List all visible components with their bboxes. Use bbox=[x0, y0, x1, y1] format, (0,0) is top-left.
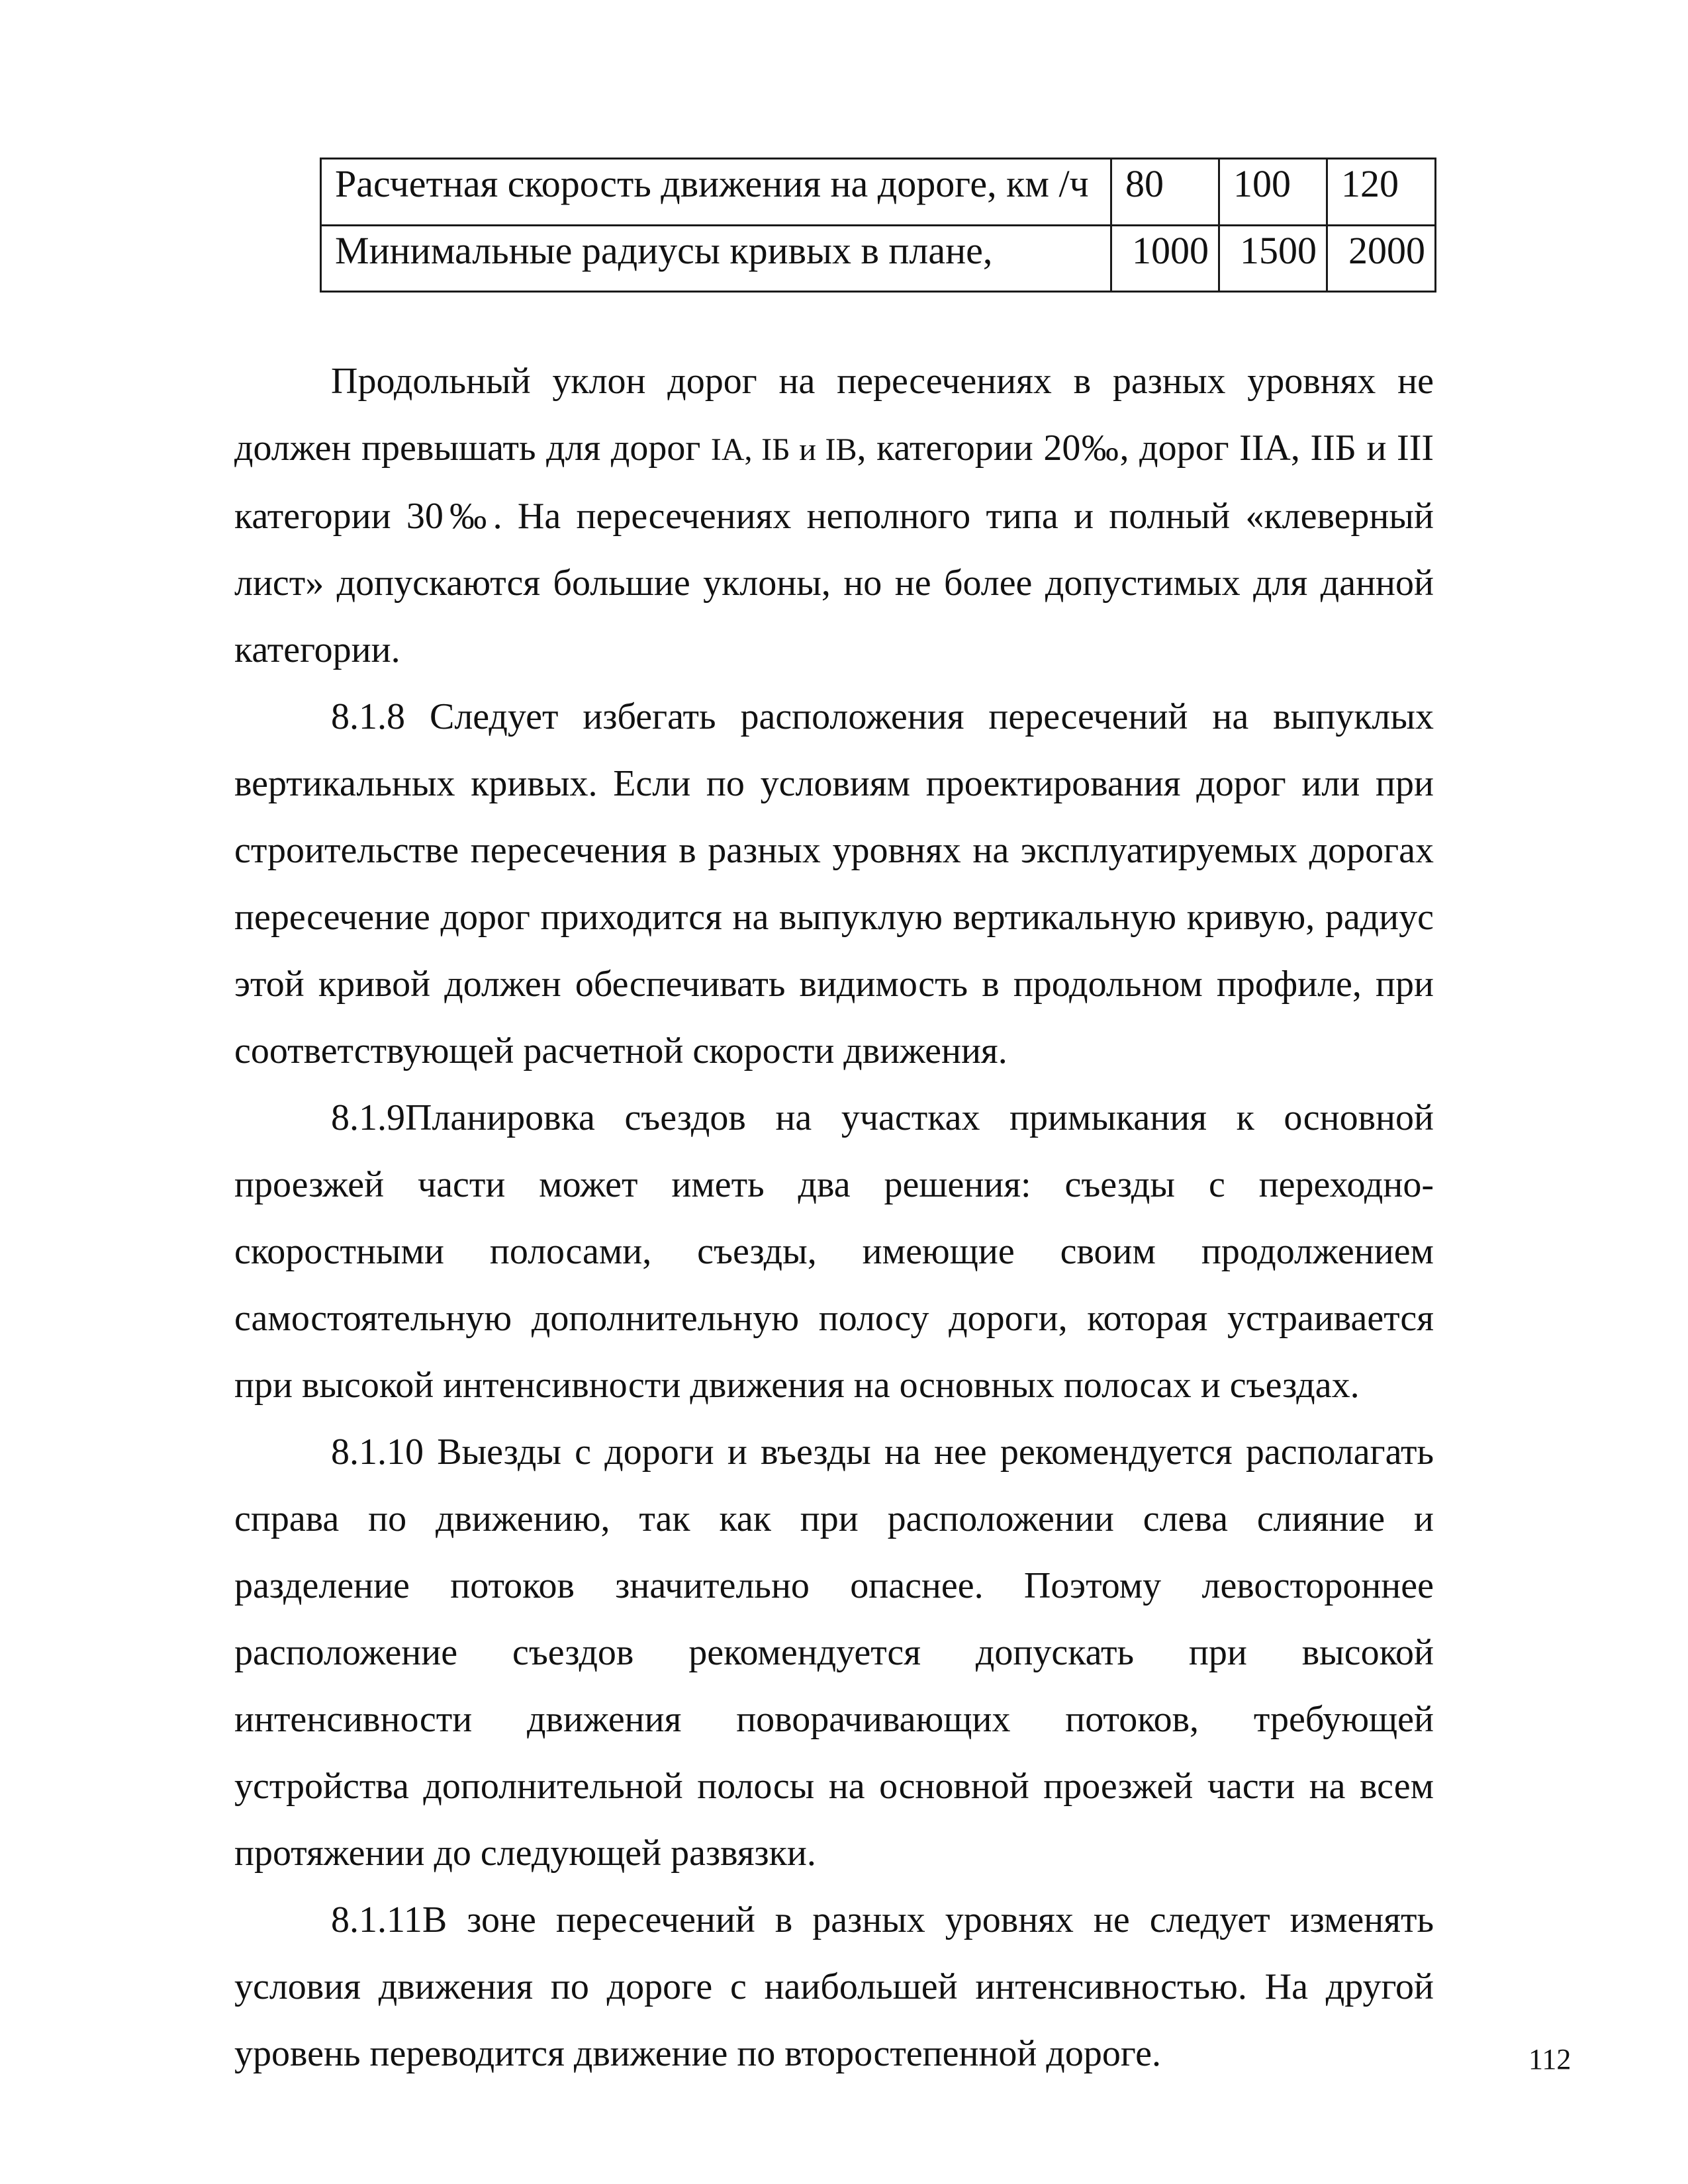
paragraph-slope-part-b: , категории 20‰, дорог IIА, IIБ и III категории 30‰. На пересечениях неполного типа и полный «клеверный лист» допускаются большие уклоны, но не более допустимых для данной категории. bbox=[234, 428, 1434, 670]
body-text bbox=[234, 348, 1434, 2087]
table-cell-label: Минимальные радиусы кривых в плане, bbox=[321, 225, 1111, 292]
table-cell-value: 1000 bbox=[1111, 225, 1219, 292]
speed-radius-table bbox=[320, 158, 1436, 293]
paragraph-slope bbox=[234, 348, 1434, 684]
table-cell-value: 2000 bbox=[1327, 225, 1436, 292]
paragraph-8-1-11: 8.1.11В зоне пересечений в разных уровнях не следует изменять условия движения по дороге с наибольшей интенсивностью. На другой уровень переводится движение по второстепенной дороге. bbox=[234, 1899, 1434, 2074]
page-number: 112 bbox=[1528, 2043, 1571, 2075]
table-row bbox=[321, 225, 1436, 292]
table-row bbox=[321, 159, 1436, 226]
paragraph-8-1-9: 8.1.9Планировка съездов на участках примыкания к основной проезжей части может иметь два решения: съезды с переходно-скоростными полосами, съезды, имеющие своим продолжением самостоятельную дополнительную полосу дороги, которая устраивается при высокой интенсивности движения на основных полосах и съездах. bbox=[234, 1097, 1434, 1406]
road-categories: IА, IБ и IВ bbox=[710, 432, 857, 467]
table-cell-value: 120 bbox=[1327, 159, 1436, 226]
paragraph-slope-part-a: Продольный уклон дорог на пересечениях в разных уровнях не должен превышать для дорог bbox=[234, 361, 1434, 469]
paragraph-8-1-10: 8.1.10 Выезды с дороги и въезды на нее рекомендуется располагать справа по движению, так как при расположении слева слияние и разделение потоков значительно опаснее. Поэтому левостороннее расположение съездов рекомендуется допускать при высокой интенсивности движения поворачивающих потоков, требующей устройства дополнительной полосы на основной проезжей части на всем протяжении до следующей развязки. bbox=[234, 1432, 1434, 1874]
table-cell-label: Расчетная скорость движения на дороге, км /ч bbox=[321, 159, 1111, 226]
table-cell-value: 80 bbox=[1111, 159, 1219, 226]
paragraph-8-1-8: 8.1.8 Следует избегать расположения пересечений на выпуклых вертикальных кривых. Если по условиям проектирования дорог или при строительстве пересечения в разных уровнях на эксплуатируемых дорогах пересечение дорог приходится на выпуклую вертикальную кривую, радиус этой кривой должен обеспечивать видимость в продольном профиле, при соответствующей расчетной скорости движения. bbox=[234, 696, 1434, 1071]
table-cell-value: 100 bbox=[1219, 159, 1327, 226]
table-cell-value: 1500 bbox=[1219, 225, 1327, 292]
